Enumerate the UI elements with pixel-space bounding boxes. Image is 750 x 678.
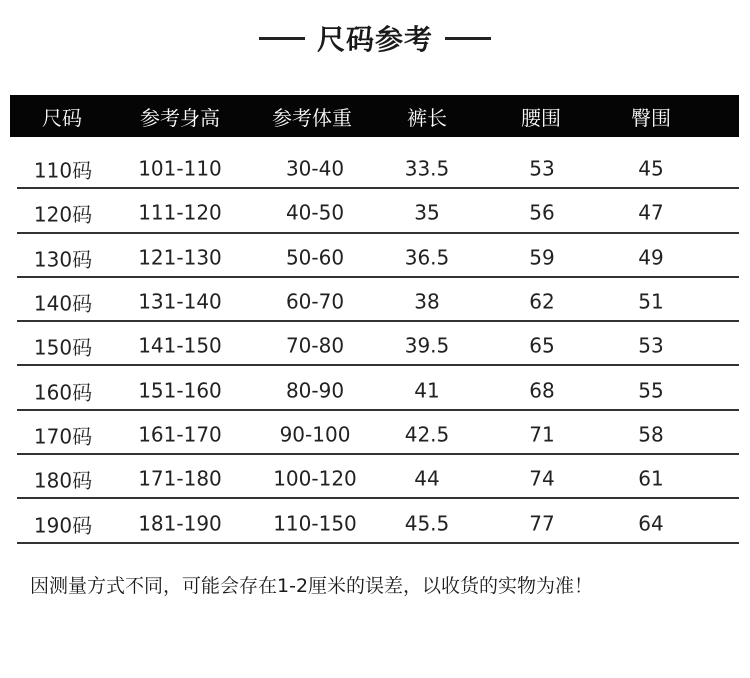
cell-waist: 68 [529, 378, 555, 403]
cell-hip: 58 [638, 422, 664, 447]
cell-waist: 62 [529, 289, 555, 314]
cell-hip: 55 [638, 378, 664, 403]
cell-weight: 90-100 [279, 422, 351, 447]
cell-size: 170码 [33, 424, 93, 449]
cell-waist: 53 [529, 156, 555, 181]
title-block [0, 16, 750, 60]
cell-hip: 61 [638, 466, 664, 491]
size-table-body [17, 145, 739, 544]
cell-hip: 45 [638, 156, 664, 181]
column-header-weight: 参考体重 [272, 105, 352, 130]
cell-pants-length: 42.5 [404, 422, 450, 447]
table-row [17, 499, 739, 543]
cell-weight: 40-50 [285, 200, 345, 225]
cell-height: 171-180 [138, 466, 222, 491]
column-header-height: 参考身高 [140, 105, 220, 130]
cell-height: 161-170 [138, 422, 222, 447]
cell-waist: 71 [529, 422, 555, 447]
cell-weight: 70-80 [285, 333, 345, 358]
table-header [10, 95, 739, 137]
cell-waist: 77 [529, 510, 555, 535]
cell-waist: 56 [529, 200, 555, 225]
cell-waist: 74 [529, 466, 555, 491]
column-header-hip: 臀围 [631, 105, 671, 130]
table-row [17, 278, 739, 322]
cell-weight: 50-60 [285, 245, 345, 270]
cell-size: 120码 [33, 202, 93, 227]
cell-weight: 30-40 [285, 156, 345, 181]
cell-pants-length: 44 [414, 466, 440, 491]
table-row [17, 366, 739, 410]
cell-size: 150码 [33, 335, 93, 360]
cell-pants-length: 36.5 [404, 245, 450, 270]
cell-size: 110码 [33, 158, 93, 183]
cell-hip: 51 [638, 289, 664, 314]
cell-waist: 59 [529, 245, 555, 270]
cell-height: 101-110 [138, 156, 222, 181]
cell-size: 160码 [33, 380, 93, 405]
cell-height: 121-130 [138, 245, 222, 270]
cell-height: 151-160 [138, 378, 222, 403]
table-row [17, 411, 739, 455]
title-left-dash [259, 37, 305, 40]
page-title: 尺码参考 [316, 23, 433, 56]
cell-height: 181-190 [138, 510, 222, 535]
cell-hip: 64 [638, 510, 664, 535]
cell-pants-length: 38 [414, 289, 440, 314]
measurement-note: 因测量方式不同，可能会存在1-2厘米的误差，以收货的实物为准！ [30, 575, 594, 597]
cell-hip: 53 [638, 333, 664, 358]
title-right-dash [445, 37, 491, 40]
cell-size: 140码 [33, 291, 93, 316]
column-header-size: 尺码 [42, 105, 82, 130]
column-header-pants-length: 裤长 [407, 105, 447, 130]
table-row [17, 322, 739, 366]
table-row [17, 145, 739, 189]
cell-height: 111-120 [138, 200, 222, 225]
cell-weight: 80-90 [285, 378, 345, 403]
table-row [17, 455, 739, 499]
cell-weight: 110-150 [273, 510, 357, 535]
cell-weight: 60-70 [285, 289, 345, 314]
cell-pants-length: 33.5 [404, 156, 450, 181]
cell-pants-length: 35 [414, 200, 440, 225]
cell-pants-length: 39.5 [404, 333, 450, 358]
cell-size: 190码 [33, 512, 93, 537]
table-row [17, 234, 739, 278]
cell-size: 130码 [33, 247, 93, 272]
cell-hip: 49 [638, 245, 664, 270]
column-header-waist: 腰围 [521, 105, 561, 130]
cell-size: 180码 [33, 468, 93, 493]
table-row [17, 189, 739, 233]
cell-waist: 65 [529, 333, 555, 358]
cell-pants-length: 41 [414, 378, 440, 403]
cell-hip: 47 [638, 200, 664, 225]
cell-weight: 100-120 [273, 466, 357, 491]
cell-height: 141-150 [138, 333, 222, 358]
cell-height: 131-140 [138, 289, 222, 314]
cell-pants-length: 45.5 [404, 510, 450, 535]
